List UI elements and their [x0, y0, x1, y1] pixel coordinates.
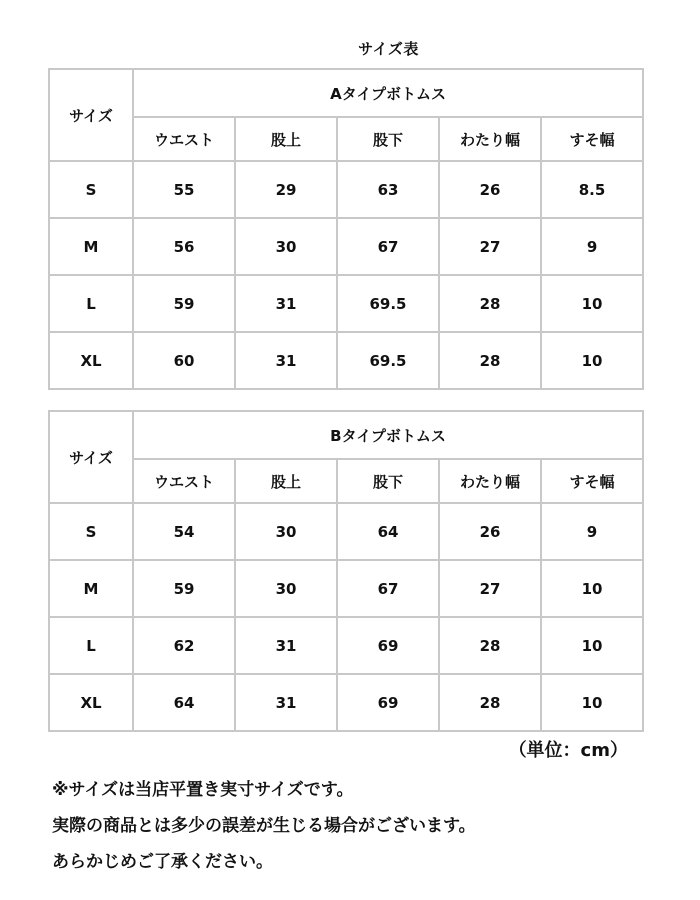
table-row — [49, 674, 643, 731]
value-cell: 64 — [133, 674, 235, 731]
size-cell: S — [49, 503, 133, 560]
value-cell: 9 — [541, 218, 643, 275]
note-line: ※サイズは当店平置き実寸サイズです。 — [52, 780, 354, 800]
value-cell: 56 — [133, 218, 235, 275]
value-cell: 10 — [541, 617, 643, 674]
size-header-cell: サイズ — [49, 69, 133, 161]
value-cell: 64 — [337, 503, 439, 560]
table-row — [49, 332, 643, 389]
value-cell: 31 — [235, 617, 337, 674]
size-cell: XL — [49, 674, 133, 731]
type-label-cell: Bタイプボトムス — [133, 411, 643, 459]
column-header: すそ幅 — [541, 117, 643, 161]
value-cell: 69.5 — [337, 332, 439, 389]
note-line: あらかじめご了承ください。 — [52, 852, 273, 872]
column-header: ウエスト — [133, 117, 235, 161]
value-cell: 59 — [133, 560, 235, 617]
value-cell: 30 — [235, 218, 337, 275]
value-cell: 29 — [235, 161, 337, 218]
column-header: わたり幅 — [439, 459, 541, 503]
value-cell: 27 — [439, 218, 541, 275]
table-row — [49, 161, 643, 218]
column-header: 股下 — [337, 117, 439, 161]
column-header: 股上 — [235, 117, 337, 161]
value-cell: 60 — [133, 332, 235, 389]
column-header: 股上 — [235, 459, 337, 503]
value-cell: 55 — [133, 161, 235, 218]
value-cell: 59 — [133, 275, 235, 332]
value-cell: 63 — [337, 161, 439, 218]
table-row — [49, 503, 643, 560]
value-cell: 10 — [541, 275, 643, 332]
note-line: 実際の商品とは多少の誤差が生じる場合がございます。 — [52, 816, 476, 836]
value-cell: 69 — [337, 617, 439, 674]
value-cell: 30 — [235, 560, 337, 617]
size-cell: XL — [49, 332, 133, 389]
unit-note: （単位：cm） — [508, 740, 628, 761]
type-label-cell: Aタイプボトムス — [133, 69, 643, 117]
value-cell: 69 — [337, 674, 439, 731]
notes — [52, 772, 476, 880]
value-cell: 28 — [439, 275, 541, 332]
value-cell: 31 — [235, 674, 337, 731]
value-cell: 30 — [235, 503, 337, 560]
column-header: わたり幅 — [439, 117, 541, 161]
value-cell: 10 — [541, 560, 643, 617]
size-header-cell: サイズ — [49, 411, 133, 503]
value-cell: 27 — [439, 560, 541, 617]
size-cell: L — [49, 617, 133, 674]
table-row — [49, 560, 643, 617]
size-table-b — [48, 410, 644, 732]
value-cell: 31 — [235, 275, 337, 332]
value-cell: 10 — [541, 332, 643, 389]
value-cell: 26 — [439, 503, 541, 560]
value-cell: 28 — [439, 332, 541, 389]
column-header: ウエスト — [133, 459, 235, 503]
value-cell: 8.5 — [541, 161, 643, 218]
value-cell: 62 — [133, 617, 235, 674]
table-row — [49, 617, 643, 674]
size-table-a — [48, 68, 644, 390]
page-title: サイズ表 — [358, 40, 419, 58]
value-cell: 67 — [337, 560, 439, 617]
table-row — [49, 275, 643, 332]
value-cell: 54 — [133, 503, 235, 560]
value-cell: 26 — [439, 161, 541, 218]
table-row — [49, 218, 643, 275]
size-cell: M — [49, 218, 133, 275]
value-cell: 28 — [439, 617, 541, 674]
size-cell: S — [49, 161, 133, 218]
size-cell: L — [49, 275, 133, 332]
value-cell: 9 — [541, 503, 643, 560]
value-cell: 28 — [439, 674, 541, 731]
value-cell: 31 — [235, 332, 337, 389]
value-cell: 10 — [541, 674, 643, 731]
value-cell: 67 — [337, 218, 439, 275]
column-header: すそ幅 — [541, 459, 643, 503]
size-cell: M — [49, 560, 133, 617]
value-cell: 69.5 — [337, 275, 439, 332]
column-header: 股下 — [337, 459, 439, 503]
